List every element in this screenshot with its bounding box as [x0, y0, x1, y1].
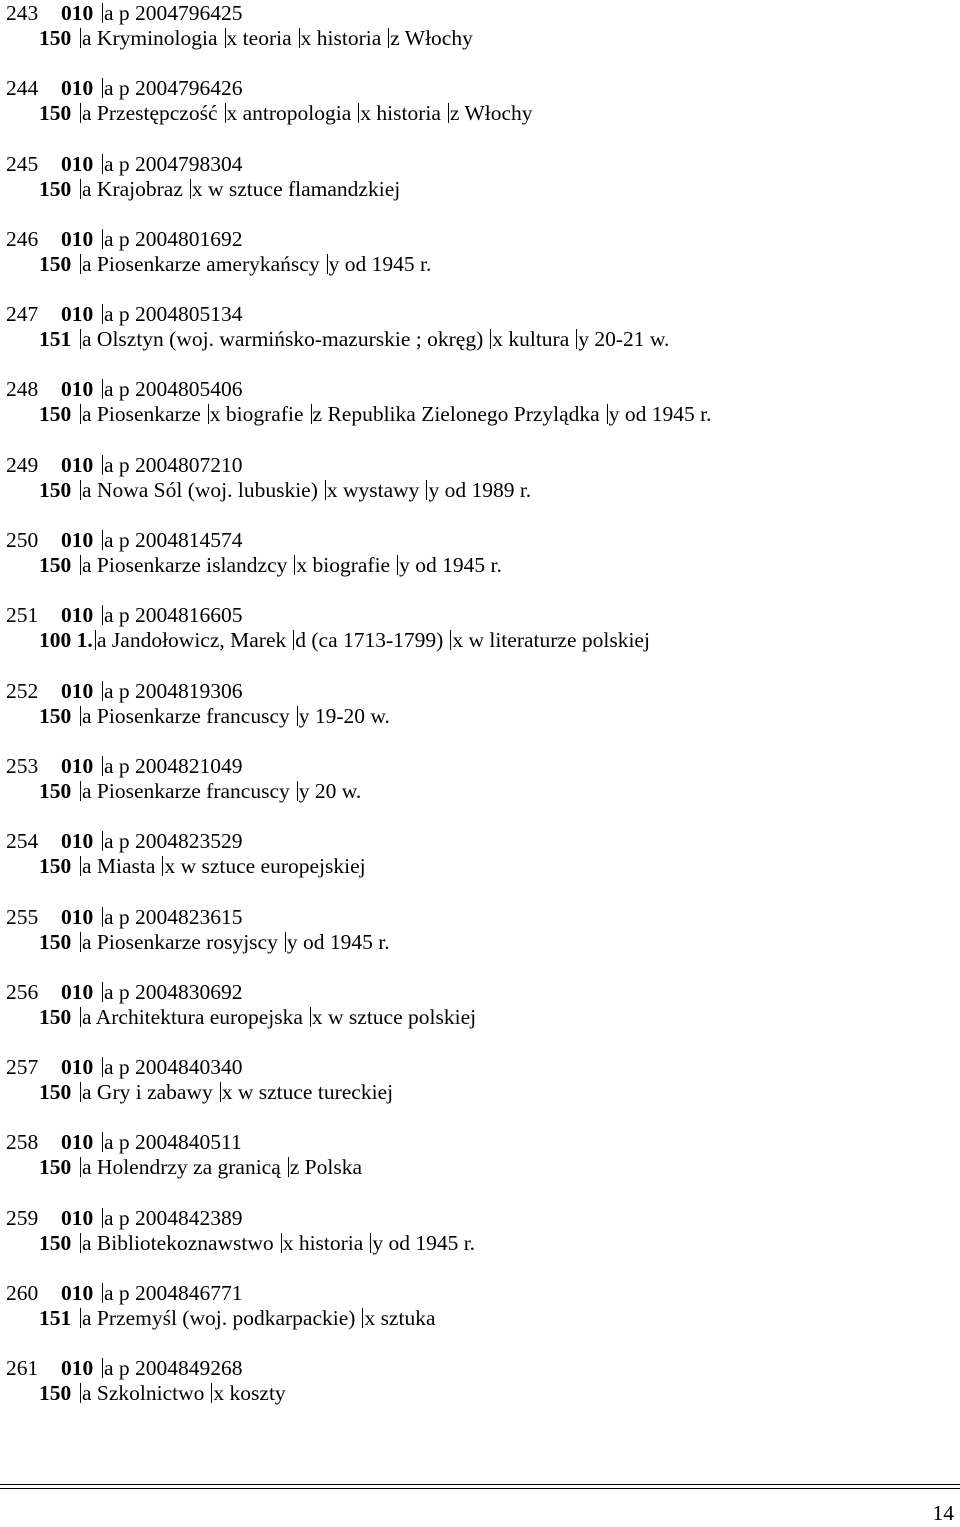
subfield-delimiter — [102, 379, 103, 399]
subfield-delimiter — [80, 1308, 81, 1328]
subfield-text: z Włochy — [390, 26, 473, 50]
subfield-delimiter — [80, 103, 81, 123]
subfield-text: a Przestępczość — [82, 101, 218, 126]
record-entry — [6, 376, 946, 451]
record-number: 250 — [6, 528, 39, 553]
record-list — [6, 0, 946, 1431]
subfield-delimiter — [325, 480, 326, 500]
subfield-text: y od 1945 r. — [372, 1230, 476, 1255]
subfield-delimiter — [281, 1233, 282, 1253]
control-field-line — [6, 828, 243, 854]
control-field-line — [6, 602, 243, 628]
subfield — [607, 402, 712, 426]
control-number: a p 2004798304 — [104, 151, 243, 176]
subfield-text: x w literaturze polskiej — [452, 628, 650, 653]
heading-field-line — [6, 1079, 393, 1105]
subfield-delimiter — [80, 706, 81, 726]
subfield — [220, 1080, 393, 1104]
heading-field-line — [6, 778, 361, 804]
heading-field-line — [6, 1154, 362, 1180]
field-tag-heading: 150 — [39, 402, 72, 427]
control-number: a p 2004823529 — [104, 829, 243, 854]
subfield-text: x historia — [300, 26, 382, 50]
subfield-delimiter — [102, 1208, 103, 1228]
field-tag-heading: 151 — [39, 1306, 72, 1331]
subfield-text: x kultura — [492, 327, 570, 352]
subfield-text: z Republika Zielonego Przylądka — [312, 402, 600, 427]
subfield-text: x historia — [360, 101, 441, 126]
subfield-text: x w sztuce europejskiej — [164, 854, 366, 879]
heading-field-line — [6, 401, 711, 427]
control-number: a p 2004796425 — [104, 1, 243, 25]
control-number: a p 2004816605 — [104, 603, 243, 628]
subfield — [95, 628, 286, 652]
control-number: a p 2004807210 — [104, 452, 243, 477]
record-entry — [6, 0, 946, 75]
subfield-text: x biografie — [209, 402, 304, 427]
field-tag-010: 010 — [61, 979, 94, 1004]
record-entry — [6, 828, 946, 903]
field-tag-010: 010 — [61, 528, 94, 553]
record-number: 251 — [6, 603, 39, 628]
control-number: a p 2004823615 — [104, 904, 243, 929]
subfield-delimiter — [102, 982, 103, 1002]
subfield-text: a Jandołowicz, Marek — [97, 628, 287, 653]
field-tag-010: 010 — [61, 226, 94, 251]
control-field-line — [6, 1205, 243, 1231]
field-tag-heading: 150 — [39, 703, 72, 728]
subfield-text: a Architektura europejska — [82, 1004, 303, 1029]
subfield-delimiter — [102, 831, 103, 851]
subfield-text: z Włochy — [449, 101, 533, 126]
record-number: 246 — [6, 226, 39, 251]
field-tag-heading: 150 — [39, 929, 72, 954]
subfield-delimiter — [102, 78, 103, 98]
record-entry — [6, 527, 946, 602]
field-tag-010: 010 — [61, 452, 94, 477]
subfield — [80, 704, 290, 728]
field-tag-010: 010 — [61, 76, 94, 101]
subfield-delimiter — [448, 103, 449, 123]
field-tag-010: 010 — [61, 1281, 94, 1306]
subfield — [297, 704, 390, 728]
subfield — [80, 930, 278, 954]
heading-field-line — [6, 1230, 475, 1256]
record-entry — [6, 1129, 946, 1204]
footer-rule-secondary — [0, 1488, 960, 1489]
record-number: 247 — [6, 302, 39, 327]
subfield-delimiter — [311, 404, 312, 424]
subfield-delimiter — [220, 1082, 221, 1102]
record-number: 259 — [6, 1205, 39, 1230]
field-tag-010: 010 — [61, 904, 94, 929]
subfield-text: x biografie — [296, 553, 391, 578]
subfield-text: x historia — [282, 1230, 364, 1255]
field-tag-heading: 150 — [39, 26, 72, 50]
subfield — [208, 402, 304, 426]
subfield — [297, 779, 362, 803]
subfield-delimiter — [297, 706, 298, 726]
subfield-delimiter — [80, 932, 81, 952]
heading-field-line — [6, 1305, 436, 1331]
subfield — [80, 854, 155, 878]
record-entry — [6, 226, 946, 301]
subfield-delimiter — [102, 1132, 103, 1152]
heading-field-line — [6, 703, 390, 729]
subfield-delimiter — [225, 28, 226, 48]
control-field-line — [6, 753, 243, 779]
field-tag-heading: 150 — [39, 1155, 72, 1180]
record-entry — [6, 452, 946, 527]
record-entry — [6, 1054, 946, 1129]
record-number: 252 — [6, 678, 39, 703]
subfield-delimiter — [102, 681, 103, 701]
subfield-delimiter — [80, 329, 81, 349]
field-tag-heading: 150 — [39, 251, 72, 276]
footer-rule — [0, 1484, 960, 1485]
control-number: a p 2004842389 — [104, 1205, 243, 1230]
subfield-delimiter — [102, 1358, 103, 1378]
subfield-text: a Olsztyn (woj. warmińsko-mazurskie ; okręg) — [82, 327, 484, 352]
subfield — [325, 478, 420, 502]
heading-field-line — [6, 1004, 476, 1030]
subfield — [80, 1005, 303, 1029]
subfield — [294, 553, 390, 577]
subfield-delimiter — [327, 254, 328, 274]
subfield-delimiter — [80, 1383, 81, 1403]
subfield-delimiter — [102, 154, 103, 174]
subfield-text: x w sztuce flamandzkiej — [191, 176, 401, 201]
subfield — [80, 1080, 213, 1104]
record-entry — [6, 1280, 946, 1355]
subfield-delimiter — [80, 404, 81, 424]
subfield-text: a Krajobraz — [82, 176, 183, 201]
control-number: a p 2004801692 — [104, 226, 243, 251]
control-number: a p 2004830692 — [104, 979, 243, 1004]
subfield-text: d (ca 1713-1799) — [295, 628, 444, 653]
subfield-text: x wystawy — [326, 477, 420, 502]
control-number: a p 2004796426 — [104, 76, 243, 101]
subfield-text: a Piosenkarze amerykańscy — [82, 251, 320, 276]
control-field-line — [6, 1355, 243, 1381]
record-number: 261 — [6, 1356, 39, 1381]
subfield-delimiter — [102, 530, 103, 550]
subfield — [80, 1231, 274, 1255]
record-number: 249 — [6, 452, 39, 477]
subfield-text: a Przemyśl (woj. podkarpackie) — [82, 1306, 356, 1331]
subfield — [211, 1381, 285, 1405]
field-tag-heading: 150 — [39, 1230, 72, 1255]
subfield — [327, 252, 432, 276]
control-number: a p 2004805406 — [104, 377, 243, 402]
subfield-text: x sztuka — [364, 1306, 436, 1331]
subfield-delimiter — [299, 28, 300, 48]
field-tag-010: 010 — [61, 1356, 94, 1381]
subfield-text: y od 1945 r. — [399, 553, 502, 578]
subfield — [80, 478, 318, 502]
subfield-text: x antropologia — [226, 101, 352, 126]
control-number: a p 2004840511 — [104, 1130, 242, 1155]
heading-field-line — [6, 251, 431, 277]
subfield-delimiter — [80, 179, 81, 199]
record-entry — [6, 75, 946, 150]
subfield-delimiter — [80, 555, 81, 575]
subfield — [190, 177, 400, 201]
control-field-line — [6, 226, 243, 252]
subfield — [490, 327, 569, 351]
field-tag-010: 010 — [61, 302, 94, 327]
subfield-delimiter — [95, 630, 96, 650]
subfield-delimiter — [80, 1233, 81, 1253]
control-field-line — [6, 527, 243, 553]
control-number: a p 2004814574 — [104, 528, 243, 553]
subfield — [576, 327, 669, 351]
subfield-delimiter — [80, 480, 81, 500]
subfield-delimiter — [102, 304, 103, 324]
subfield-text: a Bibliotekoznawstwo — [82, 1230, 274, 1255]
field-tag-heading: 100 1. — [39, 628, 93, 653]
subfield-text: a Kryminologia — [82, 26, 218, 50]
control-number: a p 2004821049 — [104, 753, 243, 778]
subfield-delimiter — [80, 1007, 81, 1027]
subfield-text: a Nowa Sól (woj. lubuskie) — [82, 477, 318, 502]
heading-field-line — [6, 25, 473, 51]
subfield — [285, 930, 390, 954]
field-tag-010: 010 — [61, 377, 94, 402]
record-entry — [6, 979, 946, 1054]
control-field-line — [6, 376, 243, 402]
record-number: 257 — [6, 1055, 39, 1080]
control-field-line — [6, 1280, 243, 1306]
field-tag-heading: 150 — [39, 778, 72, 803]
subfield-text: a Piosenkarze rosyjscy — [82, 929, 278, 954]
record-number: 260 — [6, 1281, 39, 1306]
heading-field-line — [6, 477, 531, 503]
subfield-delimiter — [80, 254, 81, 274]
subfield-text: y 20 w. — [298, 778, 362, 803]
control-number: a p 2004846771 — [104, 1281, 243, 1306]
record-number: 244 — [6, 76, 39, 101]
subfield-text: z Polska — [289, 1155, 363, 1180]
subfield — [80, 1155, 281, 1179]
record-number: 254 — [6, 829, 39, 854]
field-tag-010: 010 — [61, 1130, 94, 1155]
subfield — [311, 402, 600, 426]
subfield — [80, 1381, 204, 1405]
subfield-delimiter — [80, 781, 81, 801]
control-number: a p 2004849268 — [104, 1356, 243, 1381]
control-field-line — [6, 979, 243, 1005]
subfield-text: x w sztuce polskiej — [311, 1004, 477, 1029]
control-field-line — [6, 75, 243, 101]
record-entry — [6, 1205, 946, 1280]
field-tag-010: 010 — [61, 1205, 94, 1230]
control-field-line — [6, 678, 243, 704]
record-number: 248 — [6, 377, 39, 402]
control-field-line — [6, 904, 243, 930]
subfield-delimiter — [285, 932, 286, 952]
subfield-text: a Holendrzy za granicą — [82, 1155, 281, 1180]
subfield-text: a Piosenkarze francuscy — [82, 703, 290, 728]
subfield — [80, 252, 320, 276]
subfield-delimiter — [397, 555, 398, 575]
control-field-line — [6, 1054, 243, 1080]
subfield-text: y 20-21 w. — [578, 327, 670, 352]
subfield-delimiter — [288, 1157, 289, 1177]
subfield — [388, 26, 473, 50]
subfield-text: a Szkolnictwo — [82, 1381, 205, 1406]
subfield-delimiter — [80, 1157, 81, 1177]
subfield-delimiter — [607, 404, 608, 424]
field-tag-heading: 150 — [39, 1381, 72, 1406]
heading-field-line — [6, 929, 390, 955]
page-number: 14 — [932, 1501, 954, 1525]
subfield-text: x teoria — [226, 26, 292, 50]
subfield-text: a Piosenkarze francuscy — [82, 778, 290, 803]
subfield-delimiter — [102, 229, 103, 249]
subfield-delimiter — [102, 756, 103, 776]
field-tag-010: 010 — [61, 1055, 94, 1080]
subfield — [80, 1306, 355, 1330]
field-tag-heading: 150 — [39, 176, 72, 201]
field-tag-heading: 150 — [39, 553, 72, 578]
field-tag-heading: 150 — [39, 477, 72, 502]
subfield — [450, 628, 650, 652]
subfield-text: y 19-20 w. — [298, 703, 390, 728]
subfield — [80, 402, 201, 426]
subfield — [80, 553, 287, 577]
subfield — [80, 177, 183, 201]
control-number: a p 2004819306 — [104, 678, 243, 703]
subfield-delimiter — [102, 3, 103, 23]
subfield — [426, 478, 531, 502]
control-field-line — [6, 452, 243, 478]
field-tag-010: 010 — [61, 1, 94, 25]
subfield — [362, 1306, 435, 1330]
subfield-delimiter — [208, 404, 209, 424]
subfield — [448, 101, 533, 125]
subfield — [80, 101, 218, 125]
control-field-line — [6, 301, 243, 327]
subfield — [288, 1155, 362, 1179]
control-number: a p 2004840340 — [104, 1055, 243, 1080]
record-entry — [6, 904, 946, 979]
subfield-delimiter — [102, 1057, 103, 1077]
subfield — [80, 327, 483, 351]
subfield-delimiter — [80, 28, 81, 48]
subfield-delimiter — [310, 1007, 311, 1027]
subfield-text: y od 1945 r. — [286, 929, 390, 954]
subfield — [225, 101, 352, 125]
record-number: 256 — [6, 979, 39, 1004]
record-number: 253 — [6, 753, 39, 778]
record-entry — [6, 602, 946, 677]
heading-field-line — [6, 326, 669, 352]
subfield-delimiter — [297, 781, 298, 801]
field-tag-heading: 150 — [39, 1004, 72, 1029]
record-entry — [6, 753, 946, 828]
field-tag-heading: 150 — [39, 1080, 72, 1105]
subfield — [281, 1231, 364, 1255]
field-tag-010: 010 — [61, 678, 94, 703]
subfield — [299, 26, 382, 50]
field-tag-heading: 150 — [39, 101, 72, 126]
heading-field-line — [6, 853, 366, 879]
field-tag-heading: 151 — [39, 327, 72, 352]
subfield-text: a Miasta — [82, 854, 156, 879]
record-number: 243 — [6, 1, 39, 25]
heading-field-line — [6, 1380, 286, 1406]
field-tag-010: 010 — [61, 603, 94, 628]
subfield-delimiter — [102, 605, 103, 625]
subfield-delimiter — [80, 856, 81, 876]
control-field-line — [6, 151, 243, 177]
subfield-text: a Piosenkarze islandzcy — [82, 553, 288, 578]
control-number: a p 2004805134 — [104, 302, 243, 327]
subfield — [310, 1005, 476, 1029]
subfield-text: y od 1989 r. — [428, 477, 532, 502]
subfield-delimiter — [80, 1082, 81, 1102]
subfield-text: y od 1945 r. — [608, 402, 712, 427]
subfield-text: x w sztuce tureckiej — [221, 1080, 394, 1105]
heading-field-line — [6, 552, 502, 578]
control-field-line — [6, 0, 243, 26]
subfield-delimiter — [102, 907, 103, 927]
record-entry — [6, 1355, 946, 1430]
subfield-delimiter — [225, 103, 226, 123]
record-number: 258 — [6, 1130, 39, 1155]
field-tag-010: 010 — [61, 753, 94, 778]
subfield — [397, 553, 502, 577]
record-entry — [6, 301, 946, 376]
field-tag-heading: 150 — [39, 854, 72, 879]
subfield-delimiter — [102, 1283, 103, 1303]
subfield-text: a Gry i zabawy — [82, 1080, 213, 1105]
subfield-text: x koszty — [213, 1381, 286, 1406]
subfield-delimiter — [102, 455, 103, 475]
subfield-delimiter — [190, 179, 191, 199]
subfield — [358, 101, 441, 125]
subfield — [370, 1231, 475, 1255]
record-entry — [6, 678, 946, 753]
record-number: 255 — [6, 904, 39, 929]
subfield-text: y od 1945 r. — [328, 251, 432, 276]
subfield — [80, 779, 290, 803]
heading-field-line — [6, 176, 400, 202]
heading-field-line — [6, 627, 650, 653]
heading-field-line — [6, 100, 533, 126]
subfield — [293, 628, 443, 652]
subfield — [225, 26, 292, 50]
subfield — [162, 854, 365, 878]
record-entry — [6, 151, 946, 226]
field-tag-010: 010 — [61, 151, 94, 176]
field-tag-010: 010 — [61, 829, 94, 854]
subfield — [80, 26, 218, 50]
subfield-text: a Piosenkarze — [82, 402, 201, 427]
record-number: 245 — [6, 151, 39, 176]
control-field-line — [6, 1129, 242, 1155]
